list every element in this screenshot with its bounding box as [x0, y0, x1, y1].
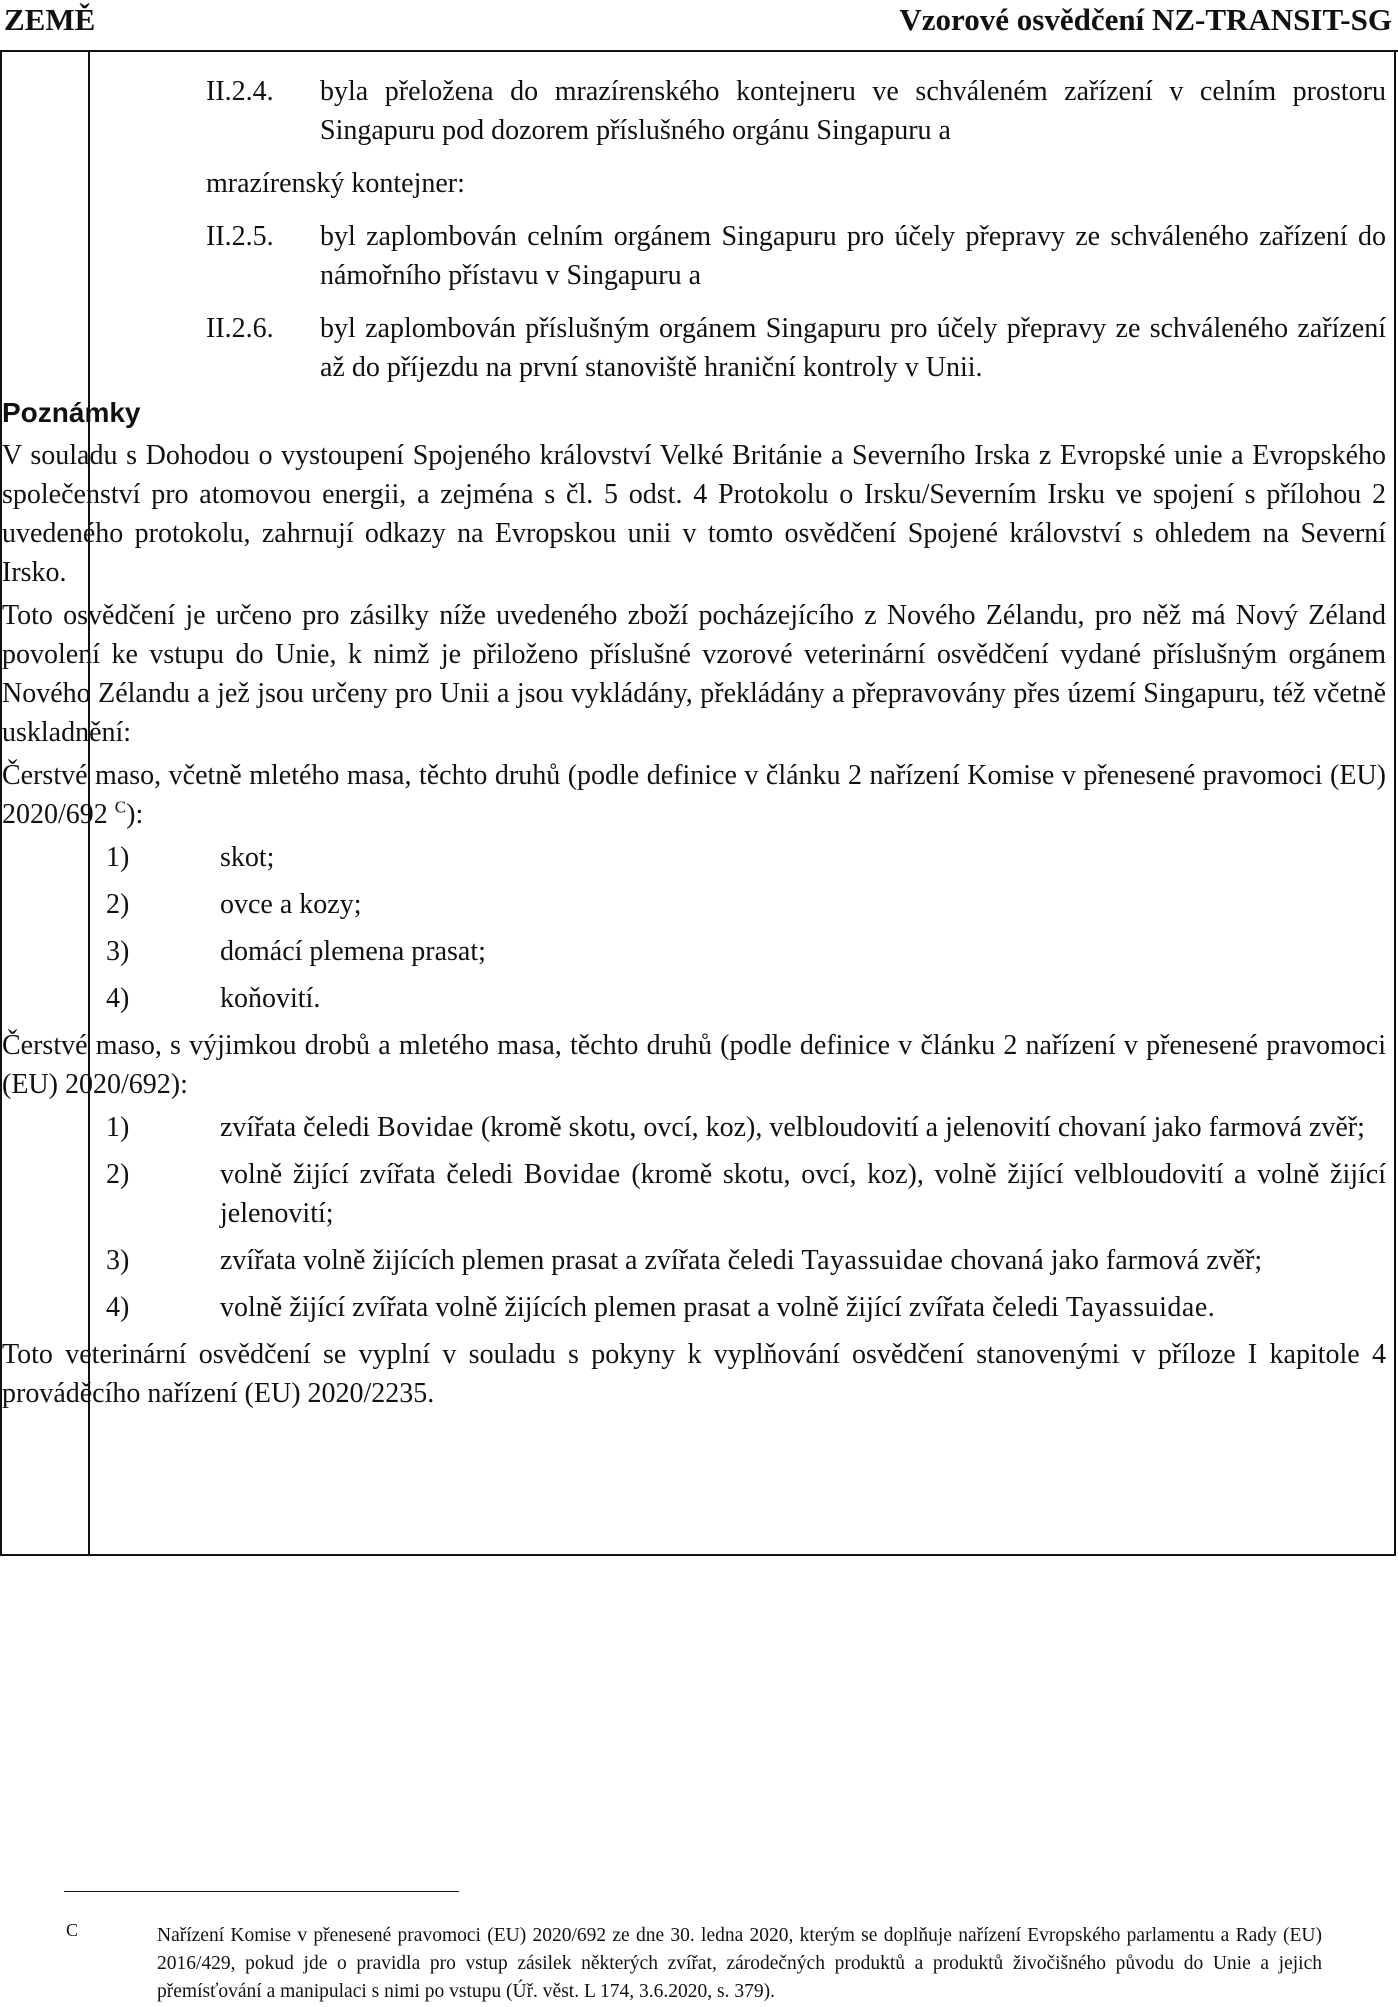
notes-paragraph: Čerstvé maso, s výjimkou drobů a mletého masa, těchto druhů (podle definice v článku 2 nařízení v přenesené pravomoci (EU) 2020/692): [2, 1030, 1386, 1100]
list-item-number: 4) [106, 983, 130, 1014]
clause-II-2-4 [102, 72, 1386, 150]
taxon-name: Bovidae [377, 1112, 474, 1143]
notes-paragraph: Toto veterinární osvědčení se vyplní v souladu s pokyny k vyplňování osvědčení stanovenými v příloze I kapitole 4 prováděcího nařízení (EU) 2020/2235. [2, 1339, 1386, 1409]
footnote-reference: C [114, 797, 127, 817]
list-item [2, 979, 1386, 1018]
notes-paragraph: Toto osvědčení je určeno pro zásilky níže uvedeného zboží pocházejícího z Nového Zélandu, pro něž má Nový Zéland povolení ke vstupu do Unie, k nimž je přiloženo příslušné vzorové veterinární osvědčení vydané příslušným orgánem Nového Zélandu a jež jsou určeny pro Unii a jsou vykládány, překládány a přepravovány přes území Singapuru, též včetně uskladnění: [2, 600, 1386, 748]
list-item-text: koňovití. [220, 983, 321, 1014]
list-item-number: 2) [106, 1159, 130, 1190]
list-item-text: zvířata čeledi [220, 1112, 378, 1143]
container-intro: mrazírenský kontejner: [206, 168, 465, 199]
list-item-text: domácí plemena prasat; [220, 936, 486, 967]
list-item-number: 3) [106, 1245, 130, 1276]
clause-II-2-5 [102, 217, 1386, 295]
notes-heading: Poznámky [2, 397, 141, 428]
list-item-number: 2) [106, 889, 130, 920]
clause-number: II.2.5. [206, 221, 274, 252]
notes-paragraph: V souladu s Dohodou o vystoupení Spojeného království Velké Británie a Severního Irska z Evropské unie a Evropského společenství pro atomovou energii, a zejména s čl. 5 odst. 4 Protokolu o Irsku/Severním Irsku ve spojení s přílohou 2 uvedeného protokolu, zahrnují odkazy na Evropskou unii v tomto osvědčení Spojené království s ohledem na Severní Irsko. [2, 440, 1386, 588]
paragraph-text-end: ): [126, 799, 144, 830]
list-item-number: 1) [106, 1112, 130, 1143]
page-header [0, 0, 1398, 48]
list-item-number: 3) [106, 936, 130, 967]
list-item [2, 1288, 1386, 1327]
list-item-number: 1) [106, 842, 130, 873]
paragraph-text: Čerstvé maso, včetně mletého masa, těchto druhů (podle definice v článku 2 nařízení Komise v přenesené pravomoci (EU) 2020/692 [2, 760, 1386, 830]
list-item [2, 885, 1386, 924]
list-item-number: 4) [106, 1292, 130, 1323]
list-item [2, 1155, 1386, 1233]
list-item-text: zvířata volně žijících plemen prasat a zvířata čeledi [220, 1245, 802, 1276]
clause-II-2-6 [102, 309, 1386, 387]
clause-text: byl zaplombován příslušným orgánem Singapuru pro účely přepravy ze schváleného zařízení až do příjezdu na první stanoviště hraniční kontroly v Unii. [320, 313, 1386, 383]
taxon-name: Tayassuidae [801, 1245, 944, 1276]
clause-text: byla přeložena do mrazírenského kontejneru ve schváleném zařízení v celním prostoru Singapuru pod dozorem příslušného orgánu Singapuru a [320, 76, 1386, 146]
list-item-text-end: (kromě skotu, ovcí, koz), velbloudovití a jelenovití chovaní jako farmová zvěř; [473, 1112, 1365, 1143]
footnote-text: Nařízení Komise v přenesené pravomoci (EU) 2020/692 ze dne 30. ledna 2020, kterým se doplňuje nařízení Evropského parlamentu a Rady (EU) 2016/429, pokud jde o pravidla pro vstup zásilek některých zvířat, zárodečných produktů a produktů živočišného původu do Unie a jejich přemísťování a manipulaci s nimi po vstupu (Úř. věst. L 174, 3.6.2020, s. 379). [157, 1925, 1322, 2002]
certificate-frame [0, 52, 1396, 1556]
taxon-name: Tayassuidae [1065, 1292, 1208, 1323]
list-item-text-end: . [1207, 1292, 1215, 1323]
header-certificate-title: Vzorové osvědčení NZ-TRANSIT-SG [899, 2, 1392, 37]
clause-number: II.2.6. [206, 313, 274, 344]
list-item [2, 838, 1386, 877]
list-item [2, 1108, 1386, 1147]
list-item-text: volně žijící zvířata čeledi [220, 1159, 524, 1190]
footnote-separator [64, 1891, 459, 1892]
list-item-text: volně žijící zvířata volně žijících plemen prasat a volně žijící zvířata čeledi [220, 1292, 1066, 1323]
header-country: ZEMĚ [4, 2, 96, 37]
list-item-text-end: chovaná jako farmová zvěř; [943, 1245, 1263, 1276]
clause-text: byl zaplombován celním orgánem Singapuru pro účely přepravy ze schváleného zařízení do námořního přístavu v Singapuru a [320, 221, 1386, 291]
notes-paragraph [2, 756, 1386, 834]
list-item [2, 932, 1386, 971]
list-item-text: ovce a kozy; [220, 889, 362, 920]
clause-number: II.2.4. [206, 76, 274, 107]
list-item [2, 1241, 1386, 1280]
footnote-mark: C [66, 1920, 79, 1940]
notes-section [2, 393, 1386, 1413]
list-item-text-end: (kromě skotu, ovcí, koz), volně žijící velbloudovití a volně žijící jelenovití; [220, 1159, 1386, 1229]
taxon-name: Bovidae [523, 1159, 621, 1190]
list-item-text: skot; [220, 842, 275, 873]
certificate-content [2, 72, 1386, 1417]
